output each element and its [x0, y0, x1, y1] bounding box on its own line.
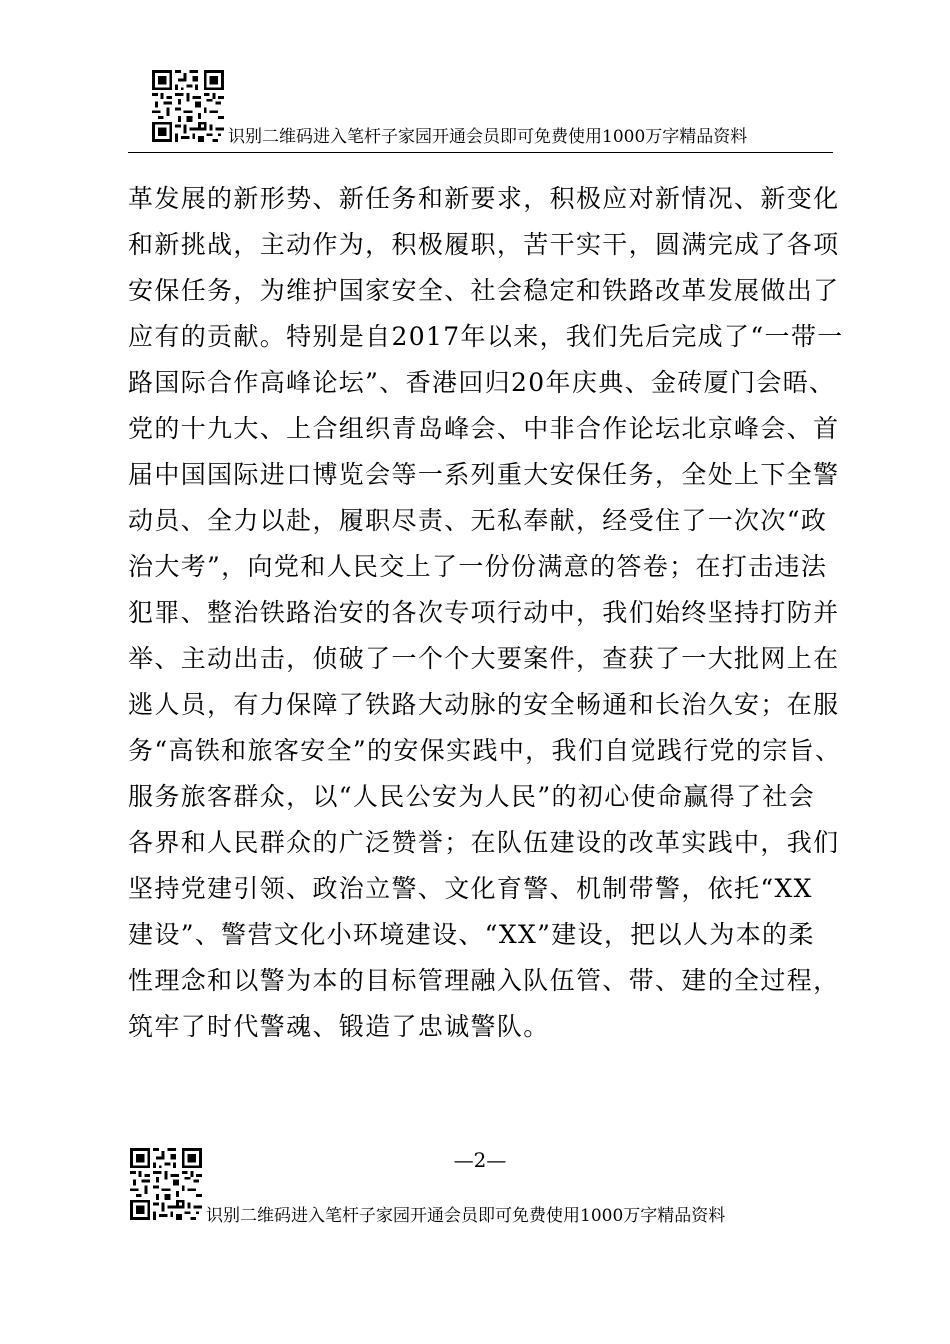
body-line: 犯罪、整治铁路治安的各次专项行动中，我们始终坚持打防并 — [128, 598, 840, 627]
header-qr-code-icon — [152, 70, 224, 142]
body-line: 各界和人民群众的广泛赞誉；在队伍建设的改革实践中，我们 — [128, 828, 840, 857]
footer-qr-code-icon — [130, 1148, 202, 1220]
body-line: 党的十九大、上合组织青岛峰会、中非合作论坛北京峰会、首 — [128, 414, 840, 443]
body-line: 革发展的新形势、新任务和新要求，积极应对新情况、新变化 — [128, 184, 840, 213]
body-line: 路国际合作高峰论坛”、香港回归20年庆典、金砖厦门会晤、 — [128, 368, 836, 397]
body-line: 性理念和以警为本的目标管理融入队伍管、带、建的全过程， — [128, 966, 840, 995]
body-line: 安保任务，为维护国家安全、社会稳定和铁路改革发展做出了 — [128, 276, 840, 305]
body-line: 动员、全力以赴，履职尽责、无私奉献，经受住了一次次“政 — [128, 506, 828, 535]
body-line: 逃人员，有力保障了铁路大动脉的安全畅通和长治久安；在服 — [128, 690, 840, 719]
body-line: 坚持党建引领、政治立警、文化育警、机制带警，依托“XX — [128, 874, 813, 903]
header-divider — [128, 152, 833, 153]
body-line: 服务旅客群众，以“人民公安为人民”的初心使命赢得了社会 — [128, 782, 816, 811]
header-promo-text: 识别二维码进入笔杆子家园开通会员即可免费使用1000万字精品资料 — [228, 127, 748, 147]
page-number: —2— — [453, 1148, 507, 1172]
document-body — [128, 176, 844, 1050]
body-line: 治大考”，向党和人民交上了一份份满意的答卷；在打击违法 — [128, 552, 828, 581]
body-line: 应有的贡献。特别是自2017年以来，我们先后完成了“一带一 — [128, 322, 844, 351]
body-line: 举、主动出击，侦破了一个个大要案件，查获了一大批网上在 — [128, 644, 840, 673]
footer-promo-text: 识别二维码进入笔杆子家园开通会员即可免费使用1000万字精品资料 — [206, 1206, 726, 1226]
body-line: 建设”、警营文化小环境建设、“XX”建设，把以人为本的柔 — [128, 920, 815, 949]
body-line: 届中国国际进口博览会等一系列重大安保任务，全处上下全警 — [128, 460, 840, 489]
body-line: 务“高铁和旅客安全”的安保实践中，我们自觉践行党的宗旨、 — [128, 736, 842, 765]
body-line: 筑牢了时代警魂、锻造了忠诚警队。 — [128, 1012, 550, 1041]
body-line: 和新挑战，主动作为，积极履职，苦干实干，圆满完成了各项 — [128, 230, 840, 259]
